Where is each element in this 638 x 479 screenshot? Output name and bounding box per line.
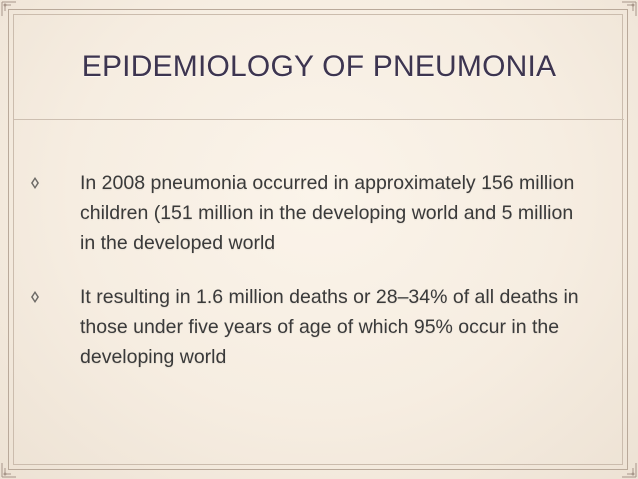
corner-ornament-icon: [0, 0, 18, 18]
corner-ornament-icon: [0, 461, 18, 479]
bullet-text: In 2008 pneumonia occurred in approximately 156 million children (151 million in the developing world and 5 million in the developed world: [80, 172, 575, 254]
corner-ornament-icon: [620, 461, 638, 479]
corner-ornament-icon: [620, 0, 638, 18]
slide-title: EPIDEMIOLOGY OF PNEUMONIA: [81, 50, 557, 83]
bullet-list: [30, 168, 590, 396]
bullet-item: [30, 282, 590, 372]
diamond-bullet-icon: [30, 176, 40, 190]
title-divider: [14, 119, 624, 120]
bullet-text: It resulting in 1.6 million deaths or 28–34% of all deaths in those under five years of age of which 95% occur in the developing world: [80, 286, 579, 368]
diamond-bullet-icon: [30, 290, 40, 304]
bullet-item: [30, 168, 590, 258]
